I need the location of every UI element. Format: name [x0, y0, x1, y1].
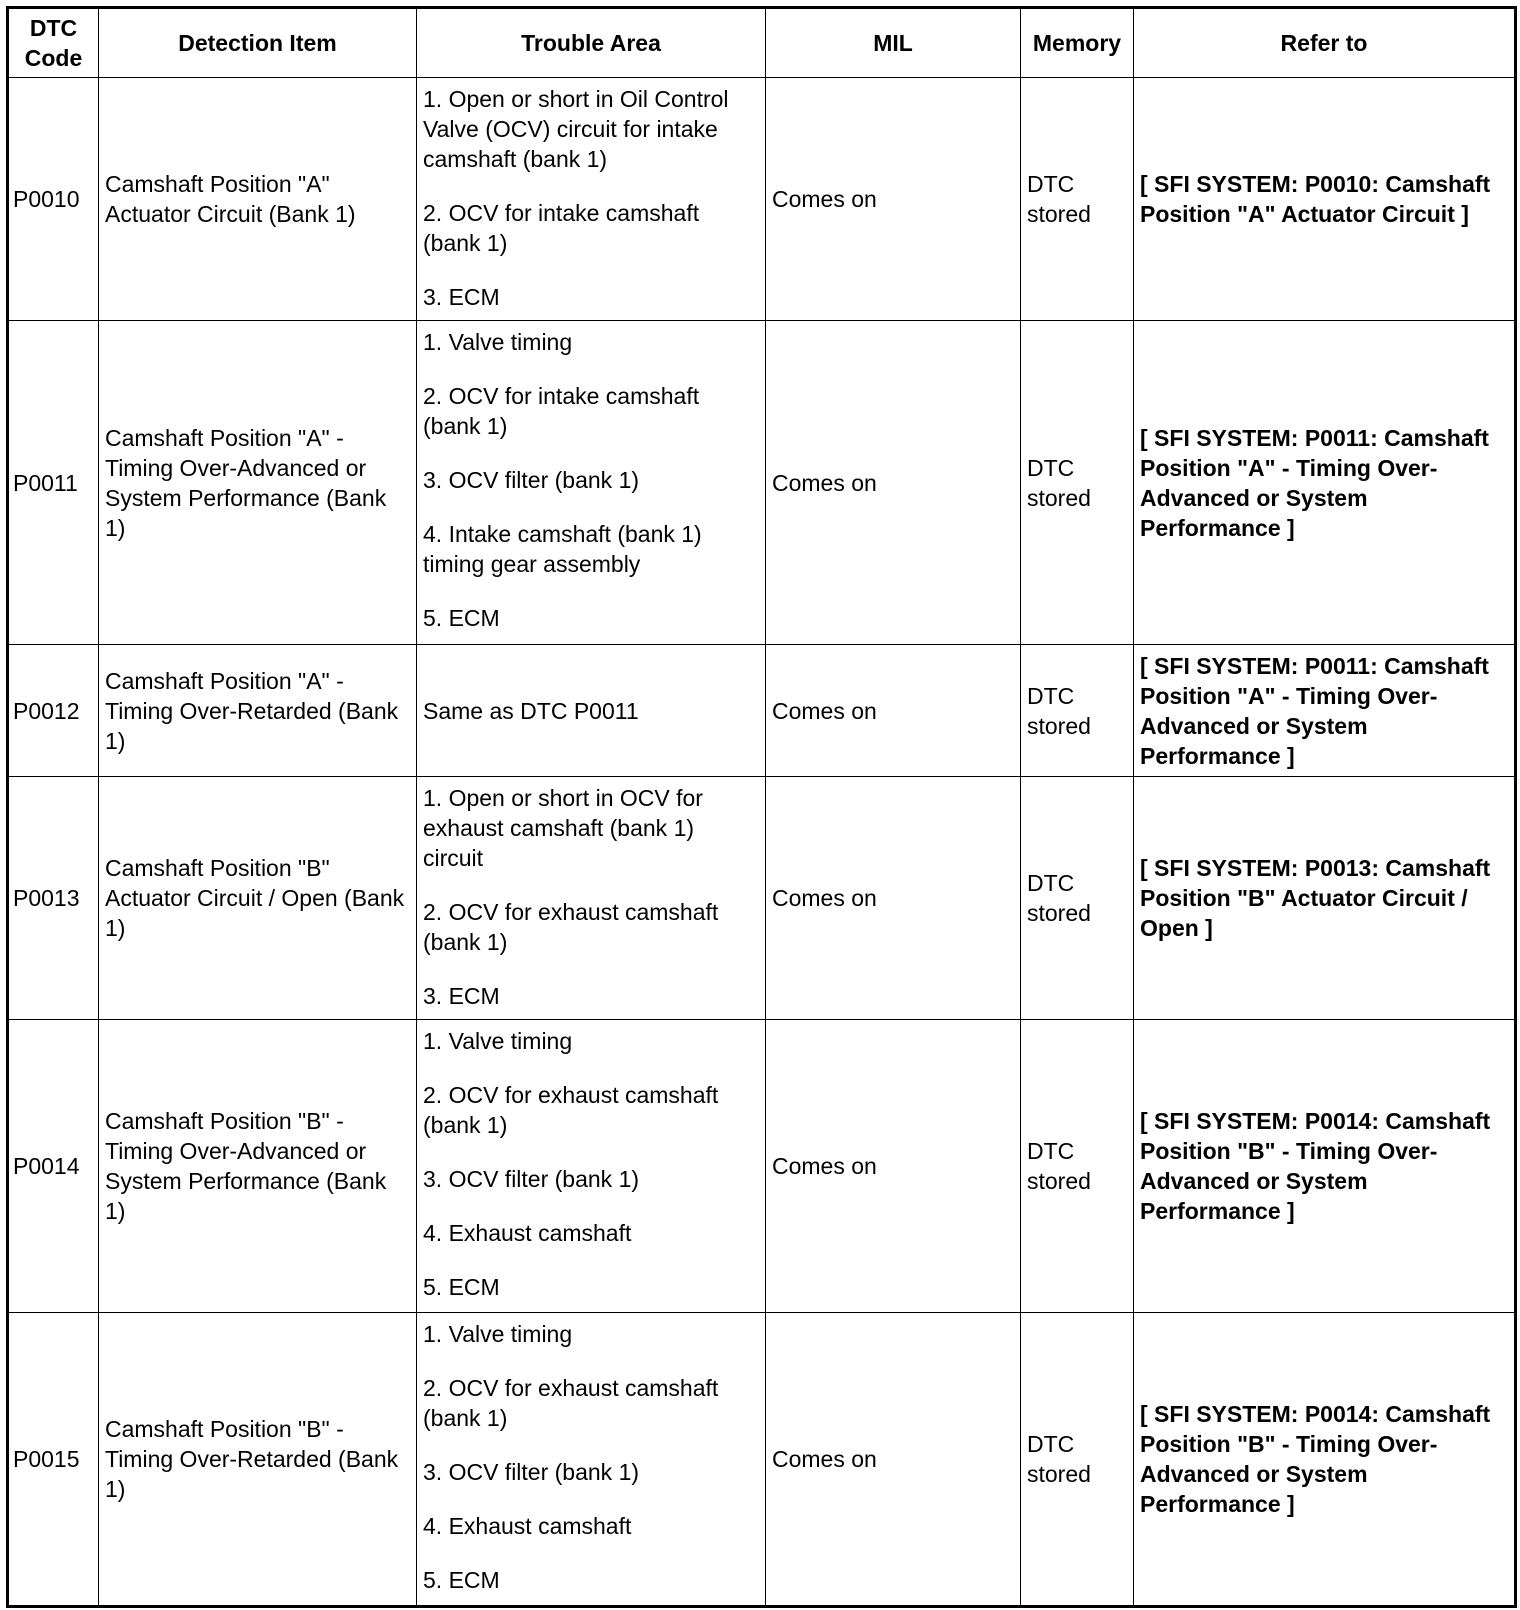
trouble-area-cell: [417, 777, 766, 1020]
detection-item-cell: Camshaft Position "B" - Timing Over-Advanced or System Performance (Bank 1): [99, 1020, 417, 1313]
dtc-code-cell: P0012: [8, 645, 99, 777]
trouble-area-item: 3. OCV filter (bank 1): [423, 1166, 640, 1192]
table-row: [8, 1313, 1516, 1607]
detection-item-cell: Camshaft Position "A" - Timing Over-Retarded (Bank 1): [99, 645, 417, 777]
trouble-area-item: 2. OCV for intake camshaft (bank 1): [423, 200, 700, 256]
dtc-code-cell: P0014: [8, 1020, 99, 1313]
trouble-area-item: 1. Valve timing: [423, 1321, 573, 1347]
trouble-area-cell: [417, 321, 766, 645]
refer-to-link[interactable]: [ SFI SYSTEM: P0014: Camshaft Position "B" - Timing Over-Advanced or System Performance ]: [1134, 1313, 1516, 1607]
trouble-area-item: 4. Intake camshaft (bank 1) timing gear assembly: [423, 521, 702, 577]
dtc-code-cell: P0013: [8, 777, 99, 1020]
detection-item-cell: Camshaft Position "A" - Timing Over-Advanced or System Performance (Bank 1): [99, 321, 417, 645]
refer-to-link[interactable]: [ SFI SYSTEM: P0011: Camshaft Position "A" - Timing Over-Advanced or System Performance ]: [1134, 321, 1516, 645]
refer-to-link[interactable]: [ SFI SYSTEM: P0011: Camshaft Position "A" - Timing Over-Advanced or System Performance ]: [1134, 645, 1516, 777]
mil-cell: Comes on: [766, 78, 1021, 321]
trouble-area-item: 2. OCV for exhaust camshaft (bank 1): [423, 899, 719, 955]
mil-cell: Comes on: [766, 777, 1021, 1020]
trouble-area-item: 4. Exhaust camshaft: [423, 1220, 632, 1246]
trouble-area-cell: [417, 645, 766, 777]
trouble-area-item: 2. OCV for intake camshaft (bank 1): [423, 383, 700, 439]
mil-cell: Comes on: [766, 645, 1021, 777]
trouble-area-item: 3. OCV filter (bank 1): [423, 467, 640, 493]
trouble-area-item: 5. ECM: [423, 605, 500, 631]
detection-item-cell: Camshaft Position "B" Actuator Circuit / Open (Bank 1): [99, 777, 417, 1020]
refer-to-link[interactable]: [ SFI SYSTEM: P0013: Camshaft Position "B" Actuator Circuit / Open ]: [1134, 777, 1516, 1020]
trouble-area-item: Same as DTC P0011: [423, 697, 639, 724]
dtc-code-cell: P0011: [8, 321, 99, 645]
trouble-area-cell: [417, 1020, 766, 1313]
table-row: [8, 78, 1516, 321]
table-row: [8, 321, 1516, 645]
trouble-area-item: 2. OCV for exhaust camshaft (bank 1): [423, 1375, 719, 1431]
table-row: [8, 645, 1516, 777]
trouble-area-item: 1. Valve timing: [423, 329, 573, 355]
refer-to-link[interactable]: [ SFI SYSTEM: P0010: Camshaft Position "A" Actuator Circuit ]: [1134, 78, 1516, 321]
dtc-code-cell: P0010: [8, 78, 99, 321]
header-mil: MIL: [766, 8, 1021, 78]
refer-to-link[interactable]: [ SFI SYSTEM: P0014: Camshaft Position "B" - Timing Over-Advanced or System Performance ]: [1134, 1020, 1516, 1313]
detection-item-cell: Camshaft Position "A" Actuator Circuit (Bank 1): [99, 78, 417, 321]
trouble-area-cell: [417, 78, 766, 321]
memory-cell: DTC stored: [1021, 78, 1134, 321]
trouble-area-item: 3. OCV filter (bank 1): [423, 1459, 640, 1485]
header-refer-to: Refer to: [1134, 8, 1516, 78]
table-row: [8, 1020, 1516, 1313]
trouble-area-item: 3. ECM: [423, 284, 500, 310]
trouble-area-item: 5. ECM: [423, 1567, 500, 1593]
memory-cell: DTC stored: [1021, 645, 1134, 777]
trouble-area-item: 3. ECM: [423, 983, 500, 1009]
trouble-area-item: 5. ECM: [423, 1274, 500, 1300]
memory-cell: DTC stored: [1021, 777, 1134, 1020]
trouble-area-item: 4. Exhaust camshaft: [423, 1513, 632, 1539]
header-trouble-area: Trouble Area: [417, 8, 766, 78]
dtc-table-header: [8, 8, 1516, 78]
trouble-area-item: 1. Open or short in OCV for exhaust camshaft (bank 1) circuit: [423, 785, 703, 871]
mil-cell: Comes on: [766, 1020, 1021, 1313]
dtc-code-cell: P0015: [8, 1313, 99, 1607]
table-row: [8, 777, 1516, 1020]
dtc-table-body: [8, 78, 1516, 1607]
detection-item-cell: Camshaft Position "B" - Timing Over-Retarded (Bank 1): [99, 1313, 417, 1607]
header-row: [8, 8, 1516, 78]
dtc-table: [6, 6, 1517, 1608]
trouble-area-item: 1. Valve timing: [423, 1028, 573, 1054]
trouble-area-cell: [417, 1313, 766, 1607]
memory-cell: DTC stored: [1021, 1020, 1134, 1313]
header-dtc-code: DTC Code: [8, 8, 99, 78]
trouble-area-item: 1. Open or short in Oil Control Valve (OCV) circuit for intake camshaft (bank 1): [423, 86, 729, 172]
mil-cell: Comes on: [766, 321, 1021, 645]
memory-cell: DTC stored: [1021, 1313, 1134, 1607]
header-detection-item: Detection Item: [99, 8, 417, 78]
trouble-area-item: 2. OCV for exhaust camshaft (bank 1): [423, 1082, 719, 1138]
mil-cell: Comes on: [766, 1313, 1021, 1607]
memory-cell: DTC stored: [1021, 321, 1134, 645]
header-memory: Memory: [1021, 8, 1134, 78]
